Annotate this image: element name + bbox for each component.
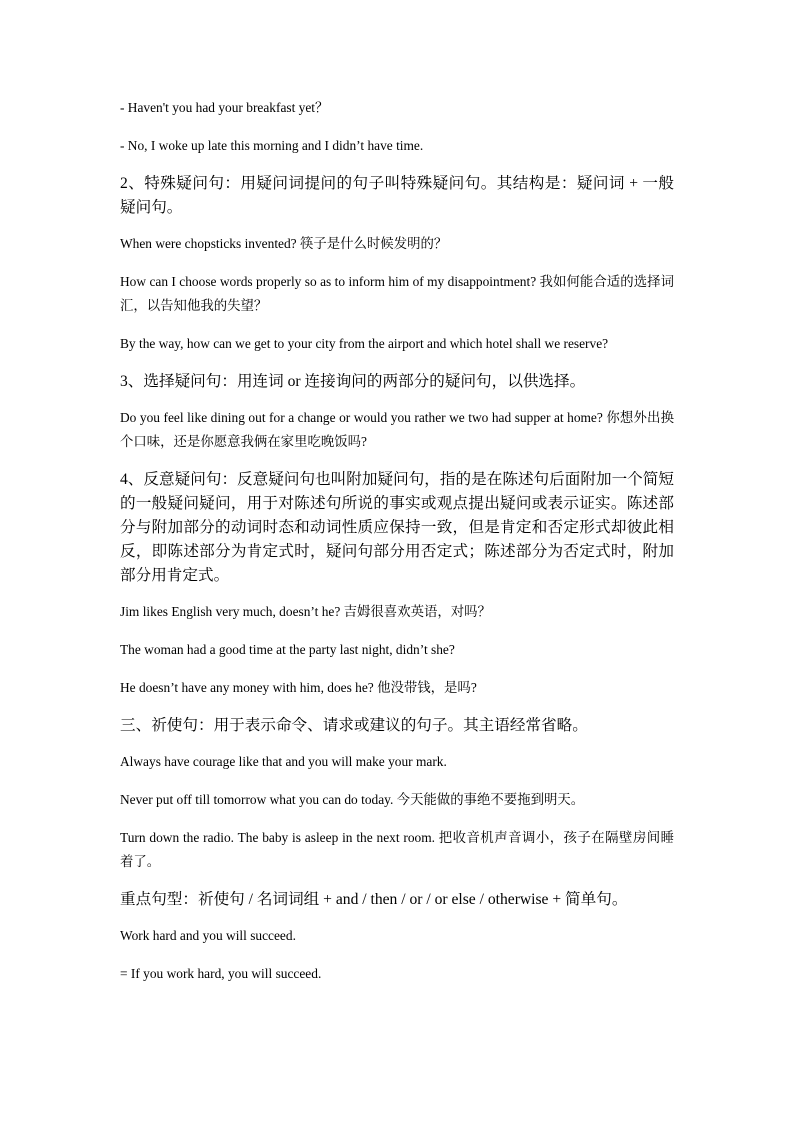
key-sentence-pattern: 重点句型：祈使句 / 名词词组 + and / then / or / or else / otherwise + 简单句。 [120, 891, 628, 908]
example-sentence: Turn down the radio. The baby is asleep in the next room. 把收音机声音调小，孩子在隔壁房间睡着了。 [120, 830, 674, 869]
document-body [120, 96, 674, 1000]
example-sentence: Work hard and you will succeed. [120, 928, 296, 943]
section-heading-imperative: 三、祈使句：用于表示命令、请求或建议的句子。其主语经常省略。 [120, 717, 588, 734]
example-sentence: = If you work hard, you will succeed. [120, 966, 322, 981]
section-heading-special-question: 2、特殊疑问句：用疑问词提问的句子叫特殊疑问句。其结构是：疑问词 + 一般疑问句。 [120, 175, 674, 216]
example-sentence: Do you feel like dining out for a change or would you rather we two had supper at home? 你想外出换个口味，还是你愿意我俩在家里吃晚饭吗? [120, 410, 674, 449]
example-sentence: When were chopsticks invented? 筷子是什么时候发明的？ [120, 236, 448, 251]
example-sentence: The woman had a good time at the party last night, didn’t she? [120, 642, 455, 657]
example-sentence: How can I choose words properly so as to inform him of my disappointment? 我如何能合适的选择词汇，以告知他我的失望？ [120, 274, 674, 313]
example-sentence: He doesn’t have any money with him, does he? 他没带钱，是吗? [120, 680, 477, 695]
example-sentence: By the way, how can we get to your city from the airport and which hotel shall we reserve? [120, 336, 609, 351]
example-sentence: Never put off till tomorrow what you can do today. 今天能做的事绝不要拖到明天。 [120, 792, 585, 807]
dialogue-line-answer: - No, I woke up late this morning and I didn’t have time. [120, 138, 424, 153]
example-sentence: Always have courage like that and you will make your mark. [120, 754, 447, 769]
example-sentence: Jim likes English very much, doesn’t he? 吉姆很喜欢英语，对吗？ [120, 604, 491, 619]
section-heading-tag-question: 4、反意疑问句：反意疑问句也叫附加疑问句，指的是在陈述句后面附加一个简短的一般疑问疑问，用于对陈述句所说的事实或观点提出疑问或表示证实。陈述部分与附加部分的动词时态和动词性质应保持一致，但是肯定和否定形式却彼此相反，即陈述部分为肯定式时，疑问句部分用否定式；陈述部分为否定式时，附加部分用肯定式。 [120, 471, 674, 584]
dialogue-line-question: - Haven't you had your breakfast yet？ [120, 100, 329, 115]
section-heading-alternative-question: 3、选择疑问句：用连词 or 连接询问的两部分的疑问句，以供选择。 [120, 373, 586, 390]
